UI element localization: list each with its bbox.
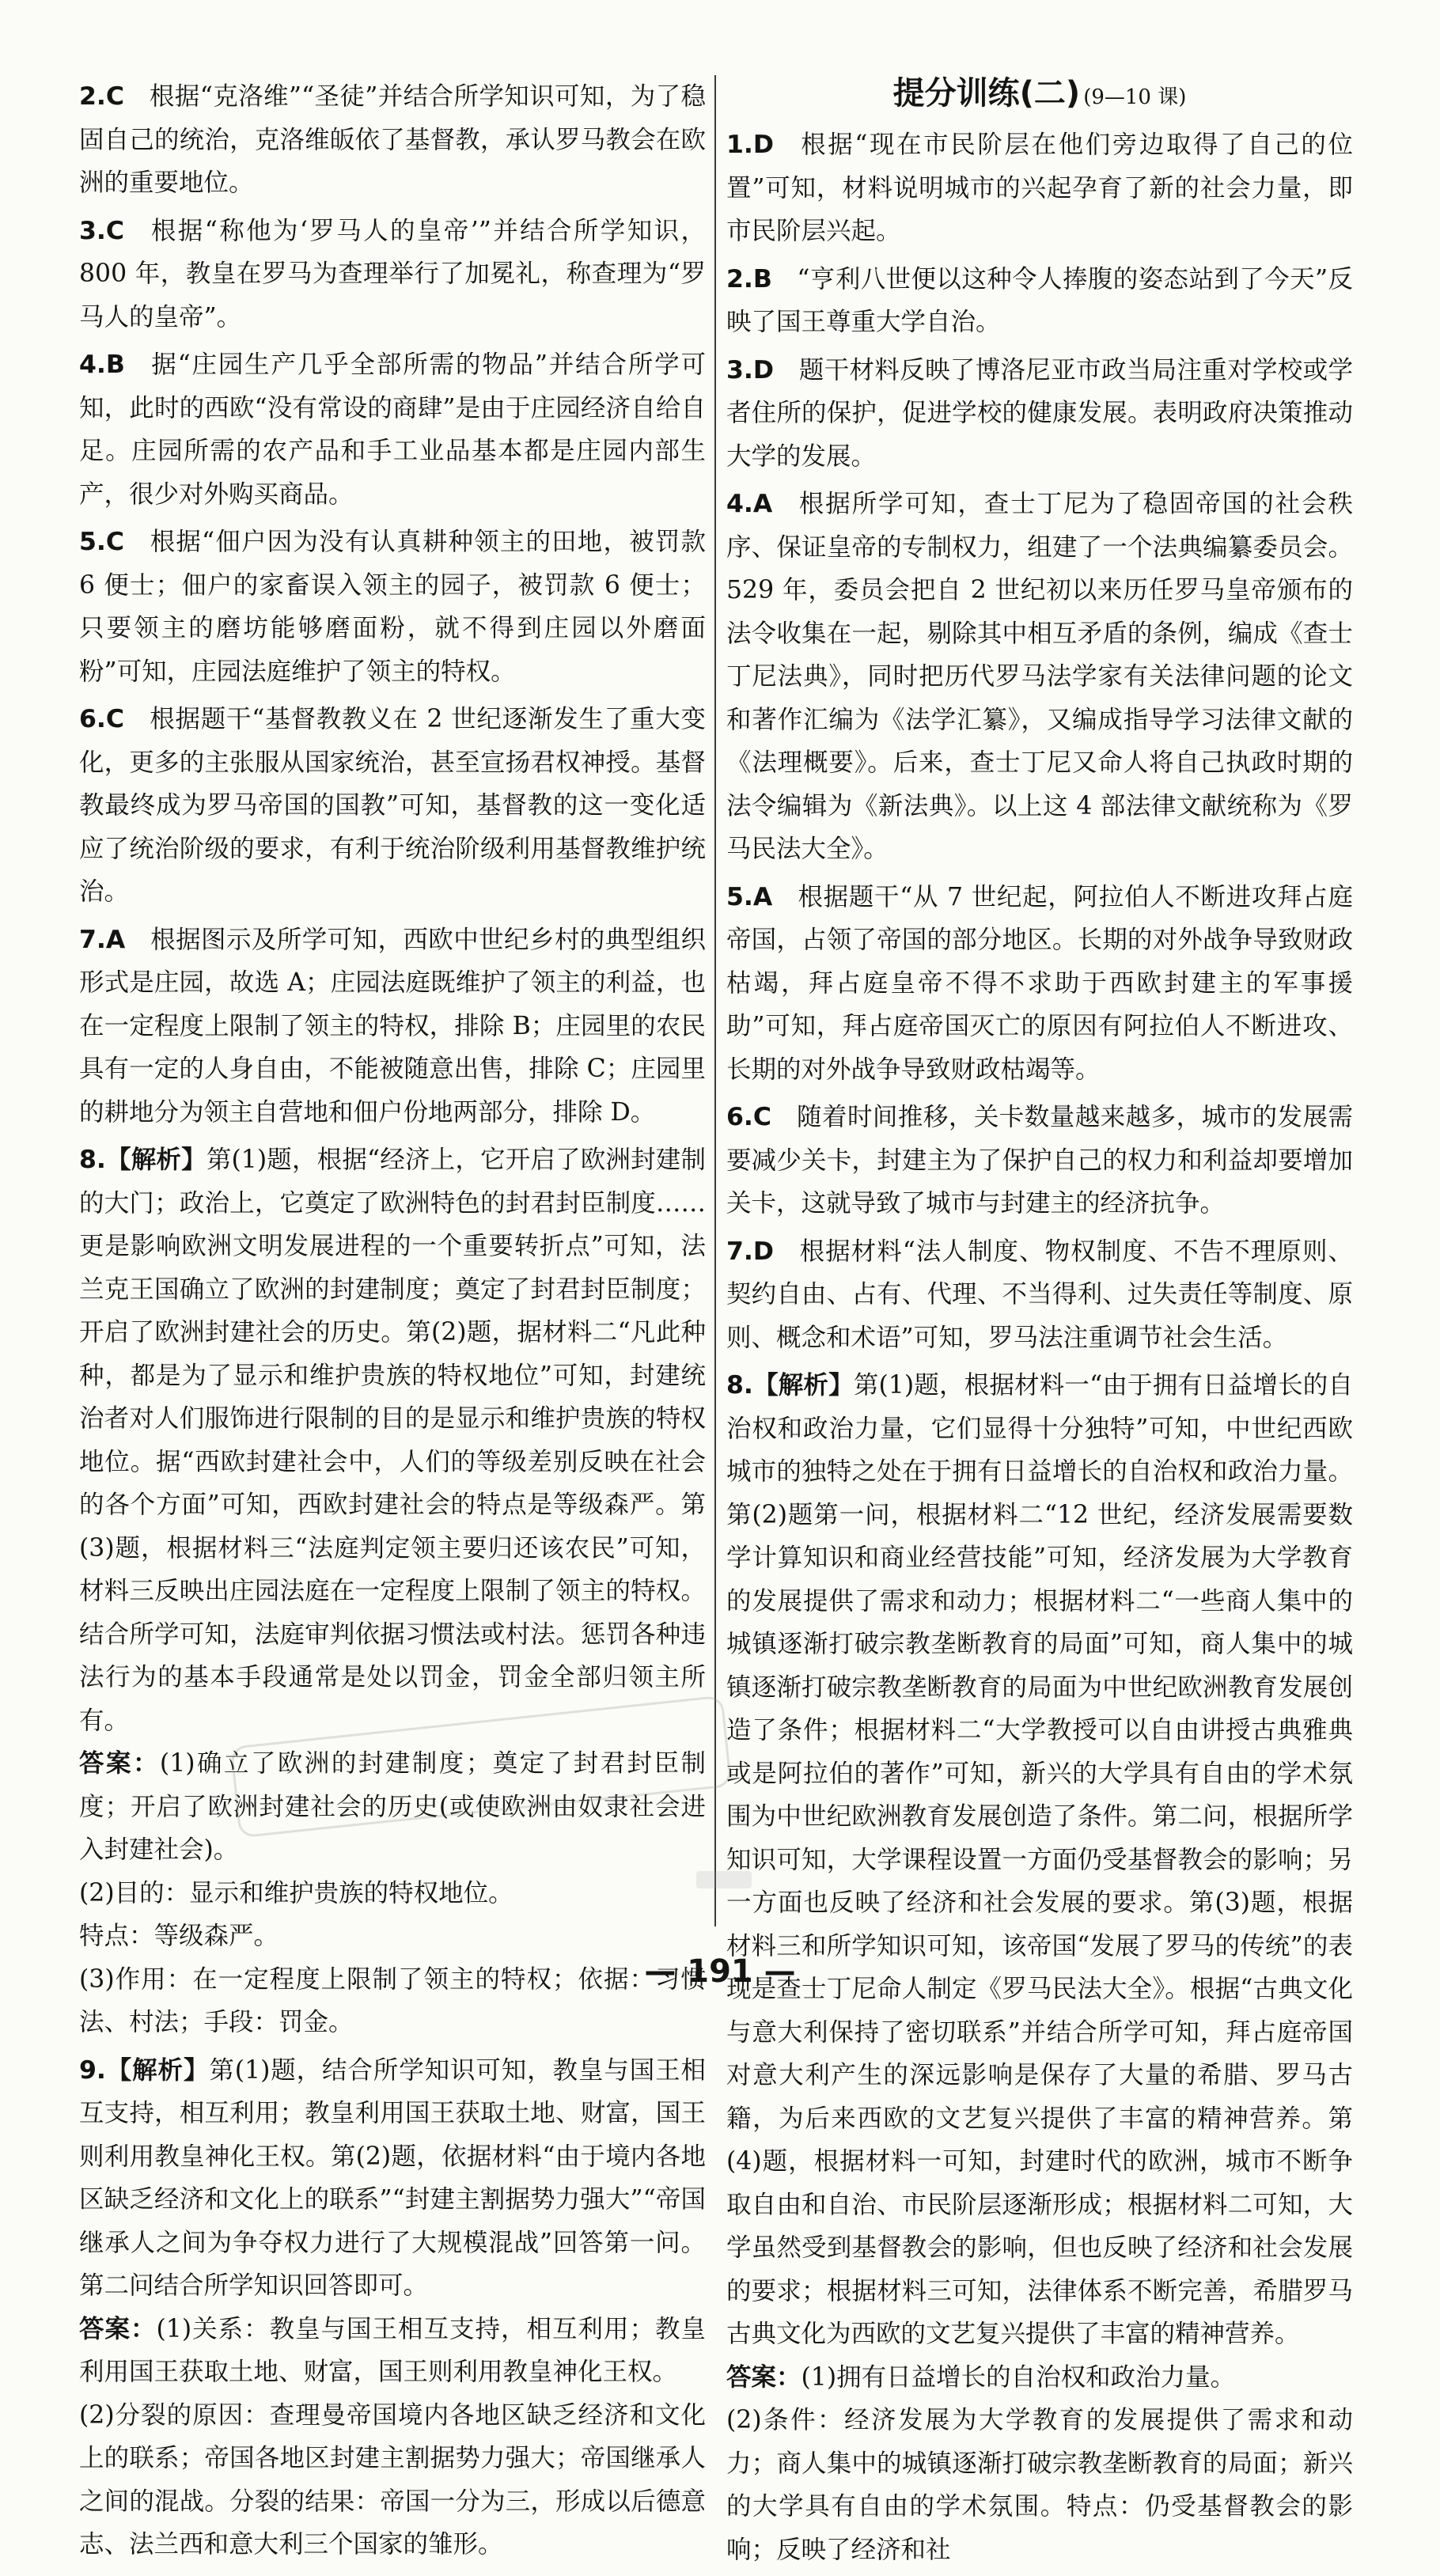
left-column xyxy=(79,75,706,2571)
item-number: 1.D xyxy=(726,131,775,159)
item-text: “亨利八世便以这种令人捧腹的姿态站到了今天”反映了国王尊重大学自治。 xyxy=(726,264,1353,336)
answer-text: (3)作用：在一定程度上限制了领主的特权；依据：习惯法、村法；手段：罚金。 xyxy=(79,1964,706,2036)
item-number: 6.C xyxy=(726,1103,772,1131)
answer-item xyxy=(79,343,706,516)
item-text: 第(1)题，结合所学知识可知，教皇与国王相互支持，相互利用；教皇利用国王获取土地、财富，国王则利用教皇神化王权。第(2)题，依据材料“由于境内各地区缺乏经济和文化上的联系”“封建主割据势力强大”“帝国继承人之间为争夺权力进行了大规模混战”回答第一问。第二问结合所学知识回答即可。 xyxy=(79,2055,706,2300)
item-text: 根据“佃户因为没有认真耕种领主的田地，被罚款 6 便士；佃户的家畜误入领主的园子，被罚款 6 便士；只要领主的磨坊能够磨面粉，就不得到庄园以外磨面粉”可知，庄园法庭维护了领主的特权。 xyxy=(79,528,706,686)
answer-item xyxy=(726,123,1353,253)
faint-stamp xyxy=(696,1871,752,1888)
answer-item xyxy=(726,258,1353,344)
answer-text: (2)目的：显示和维护贵族的特权地位。 xyxy=(79,1878,513,1907)
answer-item xyxy=(79,75,706,205)
item-number: 4.B xyxy=(79,350,125,379)
item-text: 根据“现在市民阶层在他们旁边取得了自己的位置”可知，材料说明城市的兴起孕育了新的社会力量，即市民阶层兴起。 xyxy=(726,131,1353,245)
section-title xyxy=(726,67,1353,123)
answer-text: (1)关系：教皇与国王相互支持，相互利用；教皇利用国王获取土地、财富，国王则利用教皇神化王权。 xyxy=(79,2314,706,2386)
analysis-label: 【解析】 xyxy=(105,2055,210,2085)
answer-text: 特点：等级森严。 xyxy=(79,1922,279,1950)
item-number: 8. xyxy=(726,1371,753,1400)
answer-label: 答案： xyxy=(79,2314,157,2343)
item-text: 据“庄园生产几乎全部所需的物品”并结合所学可知，此时的西欧“没有常设的商肆”是由于庄园经济自给自足。庄园所需的农产品和手工业品基本都是庄园内部生产，很少对外购买商品。 xyxy=(79,350,706,509)
answer-text: (2)条件：经济发展为大学教育的发展提供了需求和动力；商人集中的城镇逐渐打破宗教垄断教育的局面；新兴的大学具有自由的学术氛围。特点：仍受基督教会的影响；反映了经济和社 xyxy=(726,2406,1353,2564)
item-text: 第(1)题，根据材料一“由于拥有日益增长的自治权和政治力量，它们显得十分独特”可知，中世纪西欧城市的独特之处在于拥有日益增长的自治权和政治力量。第(2)题第一问，根据材料二“12 世纪，经济发展需要数学计算知识和商业经营技能”可知，经济发展为大学教育的发展提供了需求和动力；根据材料二“一些商人集中的城镇逐渐打破宗教垄断教育的局面”可知，商人集中的城镇逐渐打破宗教垄断教育的局面为中世纪欧洲教育发展创造了条件；根据材料二“大学教授可以自由讲授古典雅典或是阿拉伯的著作”可知，新兴的大学具有自由的学术氛围为中世纪欧洲教育发展创造了条件。第二问，根据所学知识可知，大学课程设置一方面仍受基督教会的影响；另一方面也反映了经济和社会发展的要求。第(3)题，根据材料三和所学知识可知，该帝国“发展了罗马的传统”的表现是查士丁尼命人制定《罗马民法大全》。根据“古典文化与意大利保持了密切联系”并结合所学可知，拜占庭帝国对意大利产生的深远影响是保存了大量的希腊、罗马古籍，为后来西欧的文艺复兴提供了丰富的精神营养。第(4)题，根据材料一可知，封建时代的欧洲，城市不断争取自由和自治、市民阶层逐渐形成；根据材料二可知，大学虽然受到基督教会的影响，但也反映了经济和社会发展的要求；根据材料三可知，法律体系不断完善，希腊罗马古典文化为西欧的文艺复兴提供了丰富的精神营养。 xyxy=(726,1371,1353,2348)
item-text: 根据“克洛维”“圣徒”并结合所学知识可知，为了稳固自己的统治，克洛维皈依了基督教，承认罗马教会在欧洲的重要地位。 xyxy=(79,82,706,197)
answer-item xyxy=(79,698,706,914)
item-text: 第(1)题，根据“经济上，它开启了欧洲封建制的大门；政治上，它奠定了欧洲特色的封君封臣制度……更是影响欧洲文明发展进程的一个重要转折点”可知，法兰克王国确立了欧洲的封建制度；奠定了封君封臣制度；开启了欧洲封建社会的历史。第(2)题，据材料二“凡此种种，都是为了显示和维护贵族的特权地位”可知，封建统治者对人们服饰进行限制的目的是显示和维护贵族的特权地位。据“西欧封建社会中，人们的等级差别反映在社会的各个方面”可知，西欧封建社会的特点是等级森严。第(3)题，根据材料三“法庭判定领主要归还该农民”可知，材料三反映出庄园法庭在一定程度上限制了领主的特权。结合所学可知，法庭审判依据习惯法或村法。惩罚各种违法行为的基本手段通常是处以罚金，罚金全部归领主所有。 xyxy=(79,1146,706,1735)
answer-item xyxy=(79,919,706,1135)
answer-item xyxy=(726,349,1353,479)
answer-item xyxy=(726,1230,1353,1360)
section-subtitle: (9—10 课) xyxy=(1083,85,1187,109)
right-column xyxy=(726,75,1353,2576)
item-number: 5.A xyxy=(726,882,773,911)
answer-item xyxy=(79,1138,706,2044)
answer-item xyxy=(726,1096,1353,1225)
answer-text: (1)确立了欧洲的封建制度；奠定了封君封臣制度；开启了欧洲封建社会的历史(或使欧洲由奴隶社会进入封建社会)。 xyxy=(79,1749,706,1864)
answer-item xyxy=(726,483,1353,871)
item-number: 3.C xyxy=(79,216,125,245)
item-number: 5.C xyxy=(79,528,125,556)
item-number: 7.D xyxy=(726,1237,775,1266)
answer-item xyxy=(79,521,706,693)
item-number: 3.D xyxy=(726,355,775,385)
item-number: 8. xyxy=(79,1146,106,1174)
answer-item xyxy=(726,876,1353,1092)
item-text: 题干材料反映了博洛尼亚市政当局注重对学校或学者住所的保护，促进学校的健康发展。表明政府决策推动大学的发展。 xyxy=(726,355,1353,471)
analysis-label: 【解析】 xyxy=(105,1146,207,1174)
item-text: 根据图示及所学可知，西欧中世纪乡村的典型组织形式是庄园，故选 A；庄园法庭既维护了领主的利益，也在一定程度上限制了领主的特权，排除 B；庄园里的农民具有一定的人身自由，不能被随意出售，排除 C；庄园里的耕地分为领主自营地和佃户份地两部分，排除 D。 xyxy=(79,925,706,1127)
answer-item xyxy=(79,2049,706,2567)
item-text: 根据材料“法人制度、物权制度、不告不理原则、契约自由、占有、代理、不当得利、过失责任等制度、原则、概念和术语”可知，罗马法注重调节社会生活。 xyxy=(726,1237,1353,1352)
answer-text: (1)拥有日益增长的自治权和政治力量。 xyxy=(801,2362,1236,2392)
item-number: 4.A xyxy=(726,490,773,518)
item-text: 根据题干“基督教教义在 2 世纪逐渐发生了重大变化，更多的主张服从国家统治，甚至宣扬君权神授。基督教最终成为罗马帝国的国教”可知，基督教的这一变化适应了统治阶级的要求，有利于统治阶级利用基督教维护统治。 xyxy=(79,705,706,906)
answer-text: (2)分裂的原因：查理曼帝国境内各地区缺乏经济和文化上的联系；帝国各地区封建主割据势力强大；帝国继承人之间的混战。分裂的结果：帝国一分为三，形成以后德意志、法兰西和意大利三个国家的雏形。 xyxy=(79,2400,706,2559)
item-text: 根据题干“从 7 世纪起，阿拉伯人不断进攻拜占庭帝国，占领了帝国的部分地区。长期的对外战争导致财政枯竭，拜占庭皇帝不得不求助于西欧封建主的军事援助”可知，拜占庭帝国灭亡的原因有阿拉伯人不断进攻、长期的对外战争导致财政枯竭等。 xyxy=(726,882,1353,1084)
item-number: 2.B xyxy=(726,264,772,294)
item-text: 根据所学可知，查士丁尼为了稳固帝国的社会秩序、保证皇帝的专制权力，组建了一个法典编纂委员会。529 年，委员会把自 2 世纪初以来历任罗马皇帝颁布的法令收集在一起，剔除其中相互矛盾的条例，编成《查士丁尼法典》，同时把历代罗马法学家有关法律问题的论文和著作汇编为《法学汇纂》，又编成指导学习法律文献的《法理概要》。后来，查士丁尼又命人将自己执政时期的法令编辑为《新法典》。以上这 4 部法律文献统称为《罗马民法大全》。 xyxy=(726,490,1353,863)
item-number: 6.C xyxy=(79,705,125,733)
analysis-label: 【解析】 xyxy=(752,1371,854,1400)
answer-item xyxy=(79,210,706,339)
answer-label: 答案： xyxy=(79,1749,160,1778)
section-title-text: 提分训练(二) xyxy=(892,75,1081,112)
item-number: 2.C xyxy=(79,82,125,111)
page-number: — 191 — xyxy=(644,1953,796,1990)
answer-label: 答案： xyxy=(726,2362,801,2392)
item-number: 9. xyxy=(79,2055,106,2085)
item-text: 根据“称他为‘罗马人的皇帝’”并结合所学知识，800 年，教皇在罗马为查理举行了加冕礼，称查理为“罗马人的皇帝”。 xyxy=(79,216,706,331)
column-divider xyxy=(714,75,716,1926)
item-number: 7.A xyxy=(79,925,126,954)
item-text: 随着时间推移，关卡数量越来越多，城市的发展需要减少关卡，封建主为了保护自己的权力和利益却要增加关卡，这就导致了城市与封建主的经济抗争。 xyxy=(726,1103,1353,1218)
